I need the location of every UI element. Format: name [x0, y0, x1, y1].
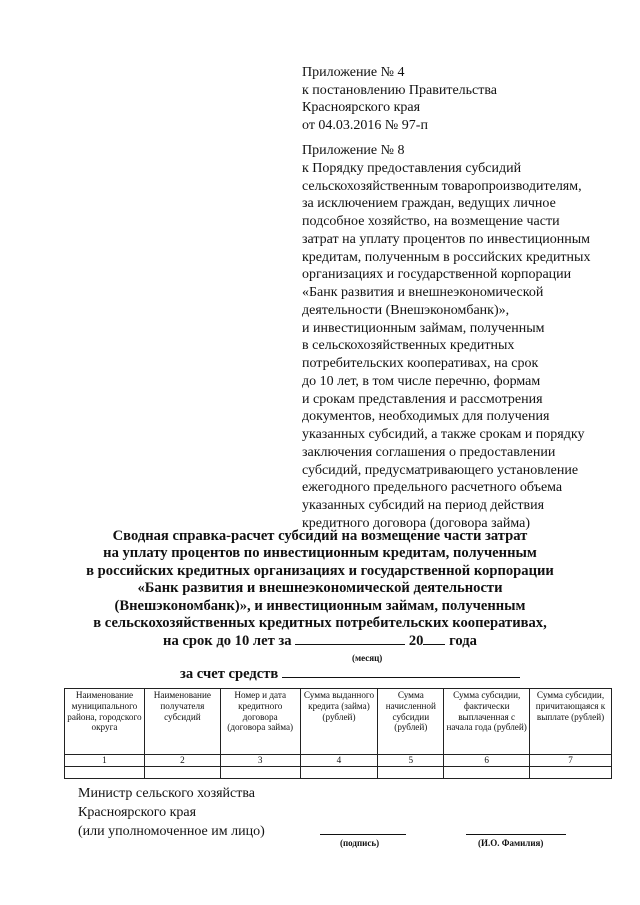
name-blank[interactable]	[466, 834, 566, 835]
appendix-line: деятельности (Внешэкономбанк)»,	[302, 302, 510, 318]
table-cell[interactable]	[220, 767, 300, 779]
appendix-line: Приложение № 8	[302, 143, 405, 158]
appendix-line: затрат на уплату процентов по инвестиционным	[302, 231, 590, 247]
appendix-line: субсидий, предусматривающего установление	[302, 462, 579, 478]
table-cell[interactable]	[378, 767, 444, 779]
title-line: в российских кредитных организациях и государственной корпорации	[86, 562, 554, 579]
table-row	[65, 767, 612, 779]
appendix-line: в сельскохозяйственных кредитных	[302, 338, 515, 354]
column-number: 3	[220, 755, 300, 767]
column-number: 6	[444, 755, 530, 767]
period-suffix: года	[449, 633, 477, 649]
signatory-line: (или уполномоченное им лицо)	[78, 824, 265, 839]
period-prefix: на срок до 10 лет за	[163, 633, 292, 649]
appendix-line: организациях и государственной корпорации	[302, 267, 572, 283]
title-line: (Внешэкономбанк)», и инвестиционным займам, полученным	[114, 597, 526, 614]
signatory-line: Красноярского края	[78, 805, 197, 820]
appendix-line: Красноярского края	[302, 100, 421, 116]
column-header: Наименование получателя субсидий	[144, 689, 220, 755]
month-caption: (месяц)	[352, 653, 383, 663]
signatory-line: Министр сельского хозяйства	[78, 786, 255, 801]
column-header: Номер и дата кредитного договора (договора займа)	[220, 689, 300, 755]
name-caption: (И.О. Фамилия)	[478, 838, 544, 848]
month-blank[interactable]	[295, 632, 405, 645]
signature-block	[78, 784, 265, 841]
signature-caption: (подпись)	[340, 838, 380, 848]
column-number-row	[65, 755, 612, 767]
document-title	[40, 528, 600, 632]
appendix-line: подсобное хозяйство, на возмещение части	[302, 214, 560, 229]
appendix-line: сельскохозяйственным товаропроизводителям,	[302, 178, 582, 194]
funds-line	[180, 665, 520, 683]
appendix-line: за исключением граждан, ведущих личное	[302, 196, 556, 212]
column-number: 5	[378, 755, 444, 767]
appendix-line: к постановлению Правительства	[302, 82, 498, 98]
year-prefix: 20	[408, 633, 424, 649]
appendix-line: от 04.03.2016 № 97-п	[302, 117, 428, 133]
appendix-4-header	[302, 64, 497, 134]
funds-blank[interactable]	[282, 665, 520, 678]
table-cell[interactable]	[530, 767, 612, 779]
appendix-8-header	[302, 142, 590, 533]
table-cell[interactable]	[300, 767, 378, 779]
appendix-line: «Банк развития и внешнеэкономической	[302, 285, 544, 300]
title-line: на уплату процентов по инвестиционным кредитам, полученным	[103, 545, 537, 562]
column-number: 7	[530, 755, 612, 767]
appendix-line: документов, необходимых для получения	[302, 409, 550, 425]
column-number: 4	[300, 755, 378, 767]
appendix-line: и срокам представления и рассмотрения	[302, 391, 543, 407]
appendix-line: до 10 лет, в том числе перечню, формам	[302, 373, 541, 389]
appendix-line: кредитам, полученным в российских кредитных	[302, 249, 591, 265]
appendix-line: Приложение № 4	[302, 65, 405, 80]
appendix-line: и инвестиционным займам, полученным	[302, 320, 545, 336]
table-cell[interactable]	[65, 767, 145, 779]
column-number: 2	[144, 755, 220, 767]
table-cell[interactable]	[444, 767, 530, 779]
column-number: 1	[65, 755, 145, 767]
appendix-line: кредитного договора (договора займа)	[302, 515, 530, 531]
column-header: Сумма субсидии, причитающаяся к выплате (рублей)	[530, 689, 612, 755]
column-header: Сумма начисленной субсидии (рублей)	[378, 689, 444, 755]
year-blank[interactable]	[423, 632, 445, 645]
period-line	[40, 632, 600, 650]
appendix-line: указанных субсидий на период действия	[302, 498, 545, 513]
appendix-line: ежегодного предельного расчетного объема	[302, 480, 563, 496]
column-header: Наименование муниципального района, городского округа	[65, 689, 145, 755]
title-line: в сельскохозяйственных кредитных потребительских кооперативах,	[93, 615, 547, 632]
funds-label: за счет средств	[180, 666, 279, 682]
table-header-row	[65, 689, 612, 755]
table-cell[interactable]	[144, 767, 220, 779]
column-header: Сумма субсидии, фактически выплаченная с начала года (рублей)	[444, 689, 530, 755]
signature-blank[interactable]	[320, 834, 406, 835]
title-line: Сводная справка-расчет субсидий на возмещение части затрат	[112, 528, 528, 544]
column-header: Сумма выданного кредита (займа) (рублей)	[300, 689, 378, 755]
subsidy-table	[64, 688, 612, 779]
title-line: «Банк развития и внешнеэкономической деятельности	[137, 580, 503, 597]
appendix-line: заключения соглашения о предоставлении	[302, 444, 556, 460]
appendix-line: указанных субсидий, а также срокам и порядку	[302, 427, 585, 442]
appendix-line: потребительских кооперативах, на срок	[302, 356, 539, 371]
appendix-line: к Порядку предоставления субсидий	[302, 160, 522, 176]
